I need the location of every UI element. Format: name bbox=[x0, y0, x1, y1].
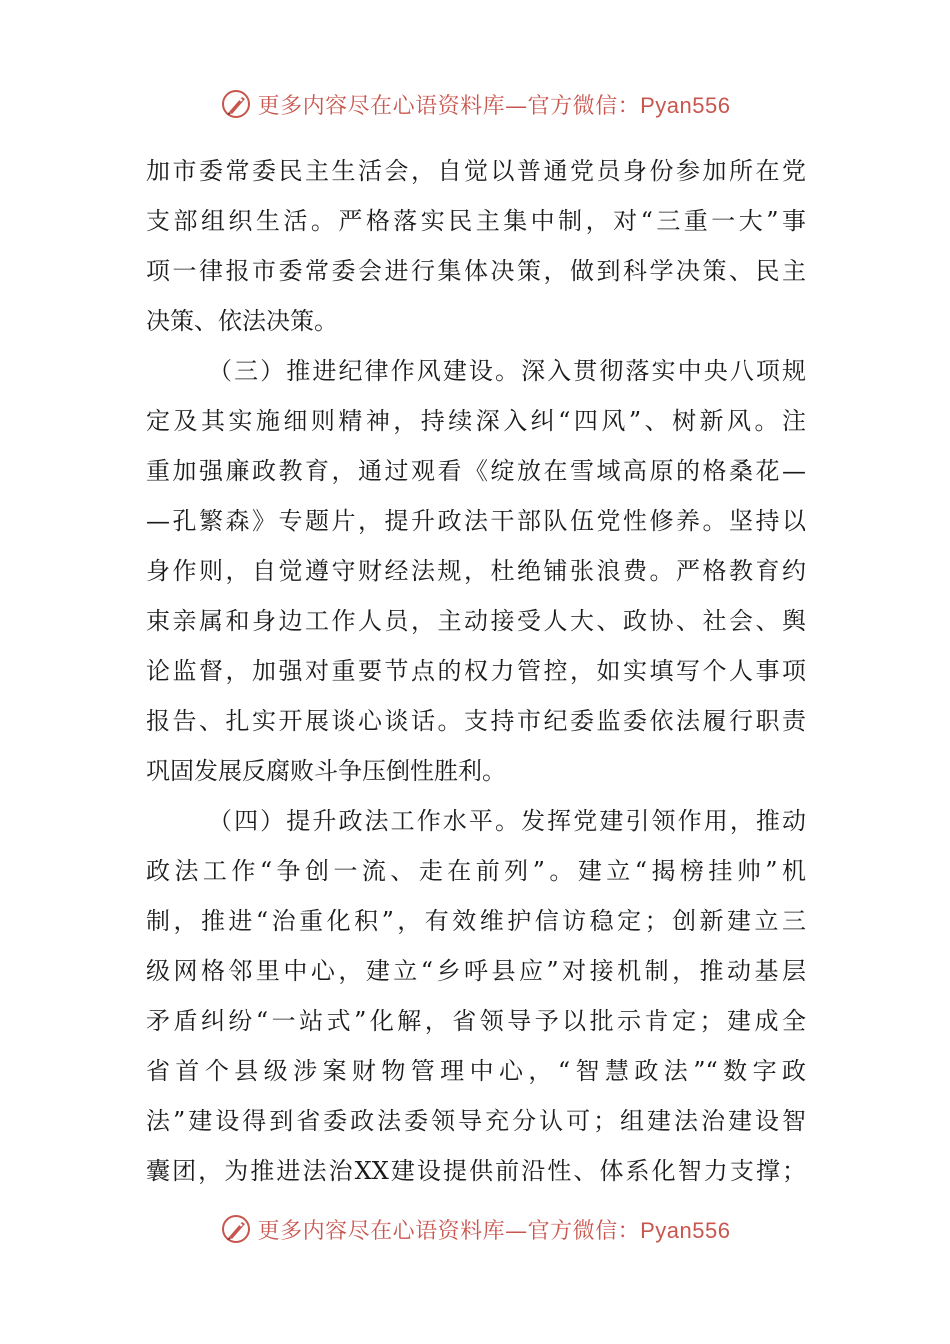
text-line: 政法工作“争创一流、走在前列”。建立“揭榜挂帅”机 bbox=[146, 857, 806, 885]
watermark-text bbox=[258, 1214, 731, 1245]
quill-pen-icon bbox=[220, 1213, 252, 1245]
text-line: 巩固发展反腐败斗争压倒性胜利。 bbox=[146, 757, 506, 785]
text-line: 定及其实施细则精神，持续深入纠“四风”、树新风。注 bbox=[146, 407, 806, 435]
text-line: 束亲属和身边工作人员，主动接受人大、政协、社会、舆 bbox=[146, 607, 806, 635]
text-line: 项一律报市委常委会进行集体决策，做到科学决策、民主 bbox=[146, 257, 806, 285]
paragraph-3 bbox=[146, 796, 806, 1196]
text-line: 论监督，加强对重要节点的权力管控，如实填写个人事项 bbox=[146, 657, 806, 685]
text-line: 法”建设得到省委政法委领导充分认可；组建法治建设智 bbox=[146, 1107, 806, 1135]
document-body bbox=[146, 146, 806, 1196]
footer-watermark bbox=[0, 1207, 950, 1251]
text-line: （四）提升政法工作水平。发挥党建引领作用，推动 bbox=[208, 807, 806, 835]
text-line: 省首个县级涉案财物管理中心，“智慧政法”“数字政 bbox=[146, 1057, 806, 1085]
text-line: 报告、扎实开展谈心谈话。支持市纪委监委依法履行职责 bbox=[146, 707, 806, 735]
text-line: 支部组织生活。严格落实民主集中制，对“三重一大”事 bbox=[146, 207, 806, 235]
watermark-wechat-id: Pyan556 bbox=[640, 92, 731, 118]
text-line: 加市委常委民主生活会，自觉以普通党员身份参加所在党 bbox=[146, 157, 806, 185]
text-line: 囊团，为推进法治XX建设提供前沿性、体系化智力支撑； bbox=[146, 1157, 806, 1185]
text-line: 矛盾纠纷“一站式”化解，省领导予以批示肯定；建成全 bbox=[146, 1007, 806, 1035]
paragraph-1 bbox=[146, 146, 806, 346]
text-line: 制，推进“治重化积”，有效维护信访稳定；创新建立三 bbox=[146, 907, 806, 935]
text-line: 决策、依法决策。 bbox=[146, 307, 338, 335]
watermark-wechat-id: Pyan556 bbox=[640, 1217, 731, 1243]
text-line: 身作则，自觉遵守财经法规，杜绝铺张浪费。严格教育约 bbox=[146, 557, 806, 585]
text-line: —孔繁森》专题片，提升政法干部队伍党性修养。坚持以 bbox=[146, 507, 806, 535]
watermark-text bbox=[258, 89, 731, 120]
header-watermark bbox=[0, 82, 950, 126]
paragraph-2 bbox=[146, 346, 806, 796]
quill-pen-icon bbox=[220, 88, 252, 120]
text-line: （三）推进纪律作风建设。深入贯彻落实中央八项规 bbox=[208, 357, 806, 385]
text-line: 级网格邻里中心，建立“乡呼县应”对接机制，推动基层 bbox=[146, 957, 806, 985]
text-line: 重加强廉政教育，通过观看《绽放在雪域高原的格桑花— bbox=[146, 457, 806, 485]
watermark-main-text: 更多内容尽在心语资料库—官方微信： bbox=[257, 93, 641, 119]
watermark-main-text: 更多内容尽在心语资料库—官方微信： bbox=[257, 1218, 641, 1244]
